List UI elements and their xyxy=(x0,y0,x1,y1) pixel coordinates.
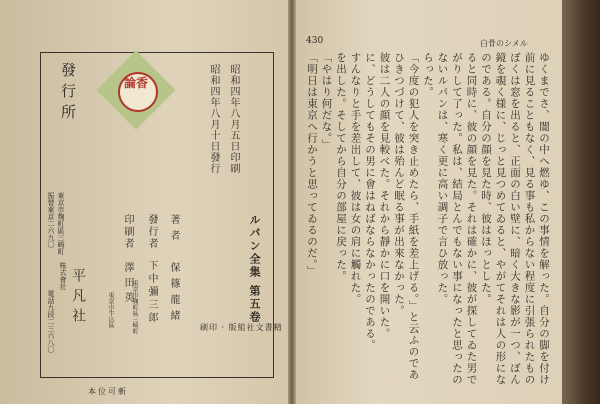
text-column: を出した。そしてから自分の部屋に戻った。 xyxy=(335,52,347,282)
publisher-name: 平凡社 xyxy=(70,268,86,328)
running-head: 白骨のシメル xyxy=(480,39,528,48)
text-column: ひきつづけて、彼は殆んど眠る事が出來なかった。 xyxy=(393,52,405,317)
book-spine xyxy=(288,0,296,404)
company-type: 株式會社 xyxy=(59,262,67,290)
publisher-phone: 振替東京二六九〇 xyxy=(47,192,55,248)
publisher-person-name: 下中彌三郎 xyxy=(146,260,157,325)
publisher-contact: 電話九段二三六八〇 xyxy=(47,290,55,353)
text-column: がりして了った。私は、結局とんでもない事になったと思ったの xyxy=(451,52,463,386)
text-column: すんなりと手を差出して、彼は女の肩に觸れた。 xyxy=(349,52,362,305)
text-column: ると同時に、彼の顔を見た。それは確かに、彼が探してゐた男で xyxy=(465,52,478,386)
publisher-address: 東京市麹町區三崎町 xyxy=(57,192,65,255)
text-column: ゆくまでさ、闇の中へ燃ゆ、この事情を解った。自分の脚を付け xyxy=(538,52,550,386)
page-number: 430 xyxy=(306,36,324,46)
publisher-person-address: 東京市麹町區三崎町 xyxy=(131,280,138,334)
printer-name: 澤田英 xyxy=(122,262,133,307)
printer-label: 印刷者 xyxy=(122,214,133,250)
text-column: に、どうしてもその男に會はねばならなかったのである。 xyxy=(364,52,376,351)
print-date: 昭和四年八月五日印刷 xyxy=(228,64,239,174)
text-column: 前に見ることもなく、見る事も私からない程度に引張られたもの xyxy=(523,52,536,386)
printer-address: 東京市牛込區 xyxy=(107,292,114,328)
author-name: 保篠龍緒 xyxy=(168,262,179,326)
footer-printer: 刷印 · 版組社文書精 xyxy=(200,323,283,332)
seal-text: 論香 xyxy=(123,76,148,90)
publish-date: 昭和四年八月十日發行 xyxy=(208,64,219,174)
text-column: のである。自分の顔を見た時、彼はほっとした。 xyxy=(480,52,492,305)
author-label: 著者 xyxy=(168,214,179,246)
text-column: 彼は二人の顔を見較べた。それから靜かに口を開いた。 xyxy=(378,52,391,340)
footer-note: 本位可斬 xyxy=(88,387,128,396)
publisher-person-label: 發行者 xyxy=(146,214,157,250)
text-column: 「明日は東京へ行かうと思ってゐるのだ。」 xyxy=(306,52,318,277)
text-column: 「今度の犯人を突き止めたら、手紙を差上げる。」と云ふのであ xyxy=(407,52,420,381)
text-column: らった。 xyxy=(422,52,434,98)
vertical-text-body xyxy=(300,52,552,392)
series-title: ルパン全集 第五卷 xyxy=(248,214,261,324)
text-column: ぼくは窓を出ると、正面の白い壁に、暗く大きな影が一つ、ぼん xyxy=(509,52,521,386)
text-column: 「やはり何だな。」 xyxy=(320,52,333,151)
page-edges xyxy=(562,0,600,404)
text-column: ないルパンは、寒く更に高い調子で言ひ放った。 xyxy=(436,52,449,305)
text-column: 鏡を覗く様に、じっと見つめてゐると、やがてそれは人の形にな xyxy=(494,52,507,386)
publisher-heading: 發行所 xyxy=(59,62,77,125)
